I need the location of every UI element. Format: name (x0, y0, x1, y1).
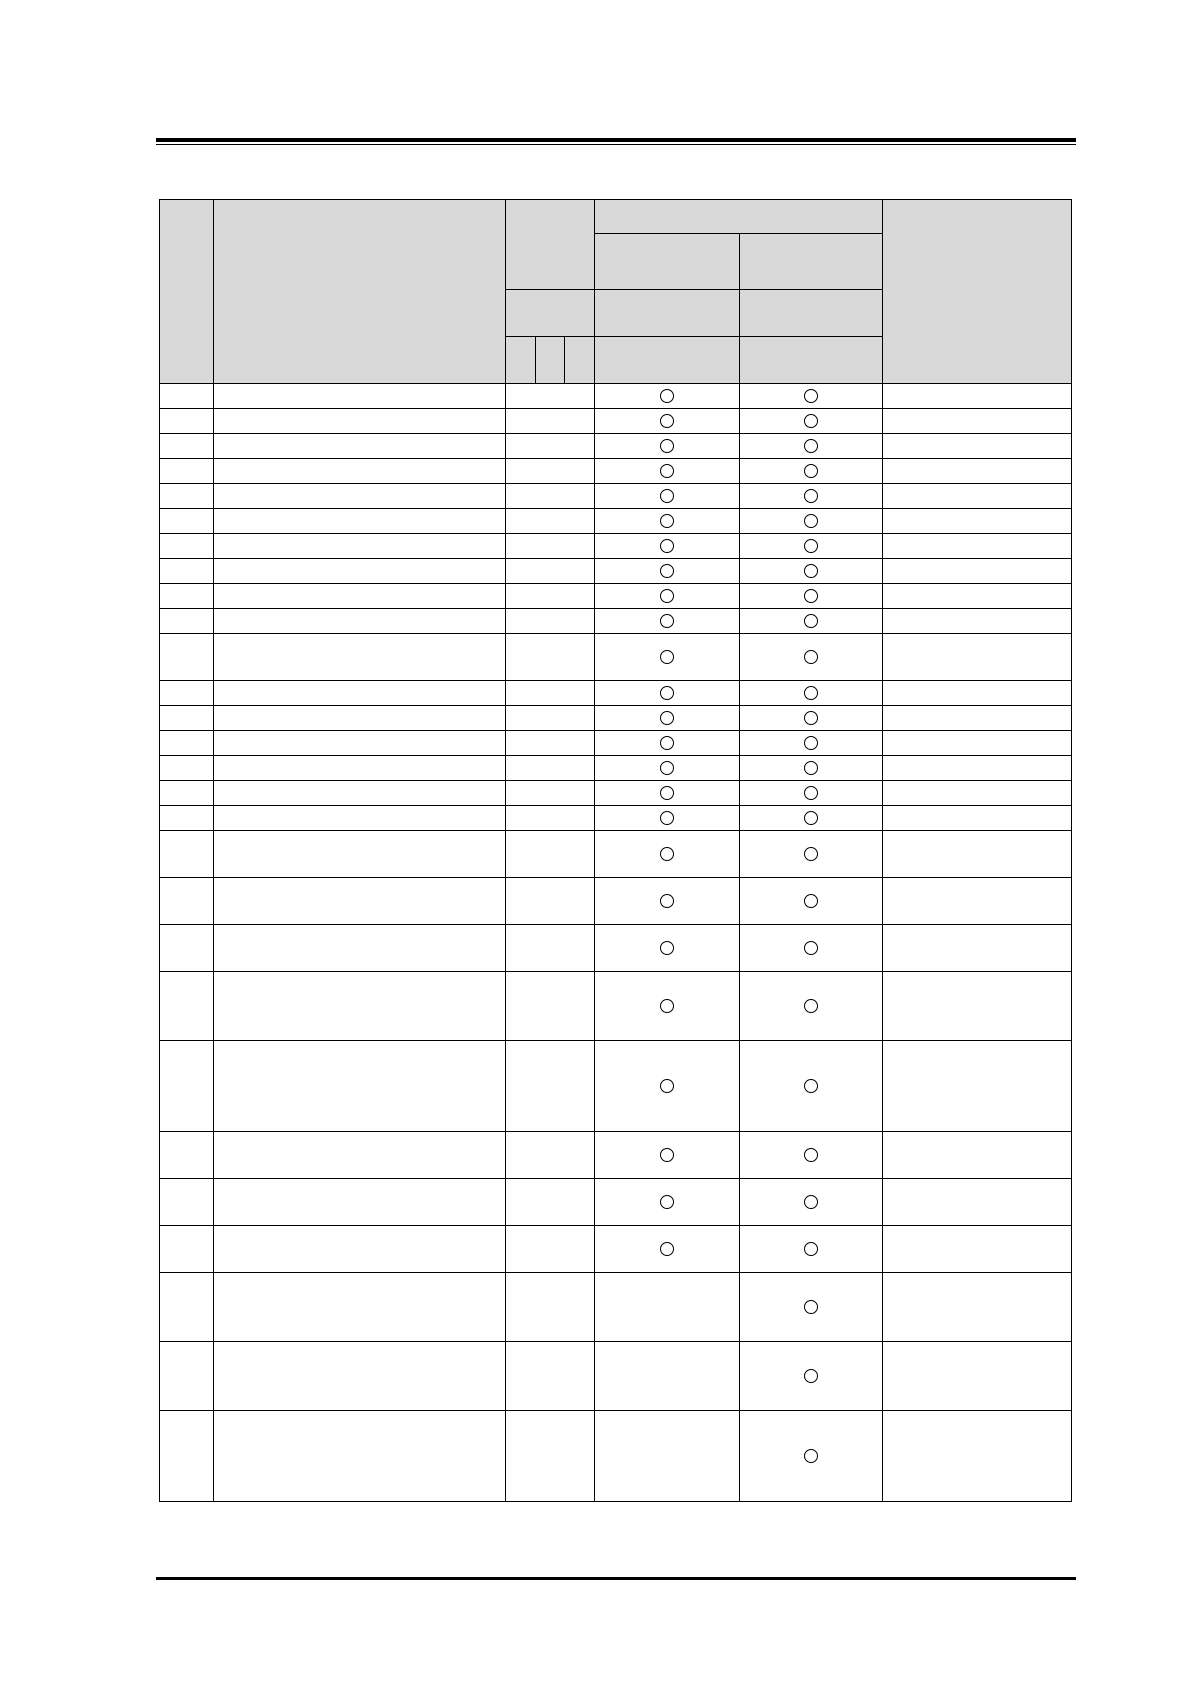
row-code-cell (506, 1273, 595, 1342)
circle-icon (660, 564, 674, 578)
circle-icon (660, 489, 674, 503)
table-row (160, 781, 1072, 806)
row-number-cell (160, 1411, 214, 1502)
row-code-cell (506, 484, 595, 509)
circle-icon (804, 811, 818, 825)
row-item-cell (214, 584, 506, 609)
row-number-cell (160, 706, 214, 731)
row-mark-cell-1 (595, 409, 739, 434)
circle-icon (804, 650, 818, 664)
row-number-cell (160, 756, 214, 781)
header-rule-thin (156, 144, 1076, 145)
header-rule-thick (156, 138, 1076, 142)
row-code-cell (506, 409, 595, 434)
circle-icon (804, 711, 818, 725)
footer-rule (156, 1577, 1076, 1580)
row-remarks-cell (883, 609, 1072, 634)
row-code-cell (506, 459, 595, 484)
circle-icon (660, 539, 674, 553)
circle-icon (660, 1079, 674, 1093)
row-mark-cell-2 (739, 1132, 882, 1179)
row-code-cell (506, 384, 595, 409)
table-row (160, 1132, 1072, 1179)
row-code-cell (506, 781, 595, 806)
row-mark-cell-2 (739, 706, 882, 731)
header-sub-b1-level3-cell (595, 290, 739, 337)
row-item-cell (214, 878, 506, 925)
row-remarks-cell (883, 459, 1072, 484)
row-code-cell (506, 756, 595, 781)
row-code-cell (506, 1342, 595, 1411)
row-item-cell (214, 1179, 506, 1226)
row-code-cell (506, 1411, 595, 1502)
row-item-cell (214, 972, 506, 1041)
row-remarks-cell (883, 972, 1072, 1041)
row-item-cell (214, 409, 506, 434)
header-sub-a-cell (506, 290, 595, 337)
row-mark-cell-1 (595, 1179, 739, 1226)
row-remarks-cell (883, 925, 1072, 972)
circle-icon (660, 811, 674, 825)
row-remarks-cell (883, 559, 1072, 584)
circle-icon (804, 999, 818, 1013)
circle-icon (660, 439, 674, 453)
row-remarks-cell (883, 484, 1072, 509)
table-row (160, 559, 1072, 584)
row-mark-cell-1 (595, 1411, 739, 1502)
row-number-cell (160, 878, 214, 925)
row-mark-cell-1 (595, 509, 739, 534)
row-number-cell (160, 831, 214, 878)
row-code-cell (506, 681, 595, 706)
circle-icon (804, 1300, 818, 1314)
table-row (160, 1226, 1072, 1273)
row-mark-cell-1 (595, 1041, 739, 1132)
table-row (160, 806, 1072, 831)
row-mark-cell-2 (739, 731, 882, 756)
row-code-cell (506, 972, 595, 1041)
row-number-cell (160, 459, 214, 484)
row-item-cell (214, 706, 506, 731)
table-row (160, 1179, 1072, 1226)
header-a3-cell (565, 337, 595, 384)
row-number-cell (160, 1342, 214, 1411)
table-row (160, 509, 1072, 534)
row-mark-cell-1 (595, 459, 739, 484)
row-remarks-cell (883, 706, 1072, 731)
row-item-cell (214, 609, 506, 634)
row-item-cell (214, 1132, 506, 1179)
row-remarks-cell (883, 781, 1072, 806)
circle-icon (660, 1242, 674, 1256)
circle-icon (660, 514, 674, 528)
row-mark-cell-2 (739, 1273, 882, 1342)
row-code-cell (506, 1179, 595, 1226)
row-code-cell (506, 1041, 595, 1132)
row-remarks-cell (883, 831, 1072, 878)
table-row (160, 681, 1072, 706)
header-sub-b2-cell (739, 234, 882, 290)
header-sub-b1-level4-cell (595, 337, 739, 384)
row-number-cell (160, 484, 214, 509)
circle-icon (804, 786, 818, 800)
circle-icon (660, 1148, 674, 1162)
row-remarks-cell (883, 1041, 1072, 1132)
table-row (160, 484, 1072, 509)
row-mark-cell-1 (595, 1226, 739, 1273)
table-row (160, 731, 1072, 756)
row-code-cell (506, 634, 595, 681)
row-remarks-cell (883, 806, 1072, 831)
row-mark-cell-1 (595, 925, 739, 972)
row-number-cell (160, 731, 214, 756)
circle-icon (660, 589, 674, 603)
circle-icon (660, 736, 674, 750)
row-mark-cell-2 (739, 1179, 882, 1226)
row-mark-cell-1 (595, 731, 739, 756)
row-remarks-cell (883, 384, 1072, 409)
row-item-cell (214, 925, 506, 972)
row-remarks-cell (883, 1226, 1072, 1273)
circle-icon (804, 439, 818, 453)
table-row (160, 634, 1072, 681)
circle-icon (660, 1195, 674, 1209)
header-group-b-cell (595, 200, 883, 234)
row-code-cell (506, 706, 595, 731)
circle-icon (804, 614, 818, 628)
circle-icon (660, 847, 674, 861)
row-number-cell (160, 409, 214, 434)
row-mark-cell-2 (739, 1411, 882, 1502)
row-item-cell (214, 384, 506, 409)
circle-icon (804, 736, 818, 750)
row-mark-cell-1 (595, 806, 739, 831)
circle-icon (804, 1195, 818, 1209)
circle-icon (804, 761, 818, 775)
row-item-cell (214, 731, 506, 756)
table-row (160, 459, 1072, 484)
row-mark-cell-2 (739, 409, 882, 434)
row-mark-cell-1 (595, 972, 739, 1041)
header-item-cell (214, 200, 506, 384)
row-item-cell (214, 484, 506, 509)
row-mark-cell-2 (739, 925, 882, 972)
row-mark-cell-1 (595, 484, 739, 509)
row-number-cell (160, 1041, 214, 1132)
table-row (160, 1411, 1072, 1502)
row-code-cell (506, 1132, 595, 1179)
circle-icon (804, 514, 818, 528)
row-mark-cell-2 (739, 609, 882, 634)
row-item-cell (214, 1273, 506, 1342)
row-mark-cell-1 (595, 534, 739, 559)
circle-icon (660, 389, 674, 403)
row-number-cell (160, 384, 214, 409)
circle-icon (804, 686, 818, 700)
table-row (160, 972, 1072, 1041)
row-mark-cell-1 (595, 781, 739, 806)
circle-icon (660, 894, 674, 908)
circle-icon (660, 786, 674, 800)
row-item-cell (214, 1226, 506, 1273)
circle-icon (660, 941, 674, 955)
row-item-cell (214, 1041, 506, 1132)
table-row (160, 756, 1072, 781)
row-mark-cell-2 (739, 484, 882, 509)
row-number-cell (160, 1179, 214, 1226)
circle-icon (804, 539, 818, 553)
row-remarks-cell (883, 434, 1072, 459)
row-mark-cell-1 (595, 1132, 739, 1179)
row-mark-cell-2 (739, 634, 882, 681)
row-number-cell (160, 1273, 214, 1342)
header-sub-b2-level4-cell (739, 337, 882, 384)
header-remarks-cell (883, 200, 1072, 384)
header-sub-b1-cell (595, 234, 739, 290)
row-mark-cell-1 (595, 1342, 739, 1411)
row-remarks-cell (883, 756, 1072, 781)
row-item-cell (214, 1411, 506, 1502)
circle-icon (804, 1148, 818, 1162)
row-code-cell (506, 878, 595, 925)
header-a1-cell (506, 337, 536, 384)
circle-icon (804, 564, 818, 578)
circle-icon (804, 589, 818, 603)
row-mark-cell-2 (739, 681, 882, 706)
row-item-cell (214, 806, 506, 831)
header-a2-cell (536, 337, 565, 384)
row-mark-cell-1 (595, 609, 739, 634)
header-rule (156, 138, 1076, 145)
row-remarks-cell (883, 731, 1072, 756)
row-code-cell (506, 731, 595, 756)
row-code-cell (506, 584, 595, 609)
circle-icon (660, 761, 674, 775)
row-item-cell (214, 831, 506, 878)
row-mark-cell-2 (739, 831, 882, 878)
circle-icon (660, 614, 674, 628)
row-mark-cell-1 (595, 756, 739, 781)
circle-icon (804, 1079, 818, 1093)
row-item-cell (214, 756, 506, 781)
row-mark-cell-2 (739, 434, 882, 459)
row-mark-cell-2 (739, 756, 882, 781)
checklist-table (159, 199, 1072, 1502)
row-mark-cell-1 (595, 559, 739, 584)
row-remarks-cell (883, 1132, 1072, 1179)
row-item-cell (214, 434, 506, 459)
row-remarks-cell (883, 1273, 1072, 1342)
row-code-cell (506, 925, 595, 972)
row-item-cell (214, 681, 506, 706)
row-mark-cell-1 (595, 584, 739, 609)
row-mark-cell-1 (595, 681, 739, 706)
row-code-cell (506, 831, 595, 878)
table-row (160, 1273, 1072, 1342)
row-number-cell (160, 972, 214, 1041)
row-remarks-cell (883, 1179, 1072, 1226)
row-mark-cell-2 (739, 559, 882, 584)
row-item-cell (214, 459, 506, 484)
row-item-cell (214, 559, 506, 584)
row-mark-cell-1 (595, 706, 739, 731)
row-mark-cell-2 (739, 534, 882, 559)
row-number-cell (160, 534, 214, 559)
row-remarks-cell (883, 409, 1072, 434)
circle-icon (660, 650, 674, 664)
table-row (160, 925, 1072, 972)
row-remarks-cell (883, 1411, 1072, 1502)
row-mark-cell-2 (739, 1041, 882, 1132)
circle-icon (660, 999, 674, 1013)
table-row (160, 1041, 1072, 1132)
row-remarks-cell (883, 634, 1072, 681)
row-remarks-cell (883, 584, 1072, 609)
circle-icon (660, 414, 674, 428)
row-number-cell (160, 1132, 214, 1179)
row-remarks-cell (883, 681, 1072, 706)
row-mark-cell-1 (595, 384, 739, 409)
circle-icon (660, 464, 674, 478)
circle-icon (804, 464, 818, 478)
header-sub-b2-level3-cell (739, 290, 882, 337)
row-item-cell (214, 634, 506, 681)
row-mark-cell-2 (739, 781, 882, 806)
row-mark-cell-1 (595, 878, 739, 925)
row-item-cell (214, 1342, 506, 1411)
row-remarks-cell (883, 534, 1072, 559)
table-row (160, 434, 1072, 459)
row-item-cell (214, 509, 506, 534)
table-body (160, 200, 1072, 1502)
circle-icon (804, 1369, 818, 1383)
circle-icon (804, 1449, 818, 1463)
row-code-cell (506, 434, 595, 459)
row-code-cell (506, 609, 595, 634)
table-row (160, 1342, 1072, 1411)
circle-icon (804, 1242, 818, 1256)
row-code-cell (506, 1226, 595, 1273)
row-mark-cell-2 (739, 584, 882, 609)
row-code-cell (506, 534, 595, 559)
row-remarks-cell (883, 1342, 1072, 1411)
row-item-cell (214, 781, 506, 806)
row-number-cell (160, 925, 214, 972)
table-row (160, 831, 1072, 878)
header-number-cell (160, 200, 214, 384)
circle-icon (804, 489, 818, 503)
table-row (160, 609, 1072, 634)
row-remarks-cell (883, 509, 1072, 534)
row-number-cell (160, 681, 214, 706)
row-number-cell (160, 634, 214, 681)
row-number-cell (160, 509, 214, 534)
table-row (160, 878, 1072, 925)
circle-icon (660, 686, 674, 700)
row-code-cell (506, 806, 595, 831)
row-code-cell (506, 509, 595, 534)
header-row-1 (160, 200, 1072, 234)
row-item-cell (214, 534, 506, 559)
row-number-cell (160, 609, 214, 634)
table-row (160, 584, 1072, 609)
row-mark-cell-2 (739, 878, 882, 925)
row-code-cell (506, 559, 595, 584)
row-remarks-cell (883, 878, 1072, 925)
table-row (160, 409, 1072, 434)
circle-icon (804, 894, 818, 908)
row-mark-cell-1 (595, 434, 739, 459)
row-number-cell (160, 434, 214, 459)
circle-icon (804, 414, 818, 428)
row-mark-cell-2 (739, 1226, 882, 1273)
row-mark-cell-2 (739, 384, 882, 409)
row-number-cell (160, 559, 214, 584)
row-mark-cell-2 (739, 509, 882, 534)
row-mark-cell-2 (739, 972, 882, 1041)
row-mark-cell-2 (739, 806, 882, 831)
row-number-cell (160, 584, 214, 609)
row-number-cell (160, 781, 214, 806)
circle-icon (660, 711, 674, 725)
table-row (160, 706, 1072, 731)
row-number-cell (160, 806, 214, 831)
row-number-cell (160, 1226, 214, 1273)
row-mark-cell-2 (739, 1342, 882, 1411)
row-mark-cell-1 (595, 831, 739, 878)
header-group-a-cell (506, 200, 595, 290)
table-row (160, 534, 1072, 559)
row-mark-cell-2 (739, 459, 882, 484)
circle-icon (804, 847, 818, 861)
row-mark-cell-1 (595, 634, 739, 681)
circle-icon (804, 941, 818, 955)
row-mark-cell-1 (595, 1273, 739, 1342)
circle-icon (804, 389, 818, 403)
table-row (160, 384, 1072, 409)
